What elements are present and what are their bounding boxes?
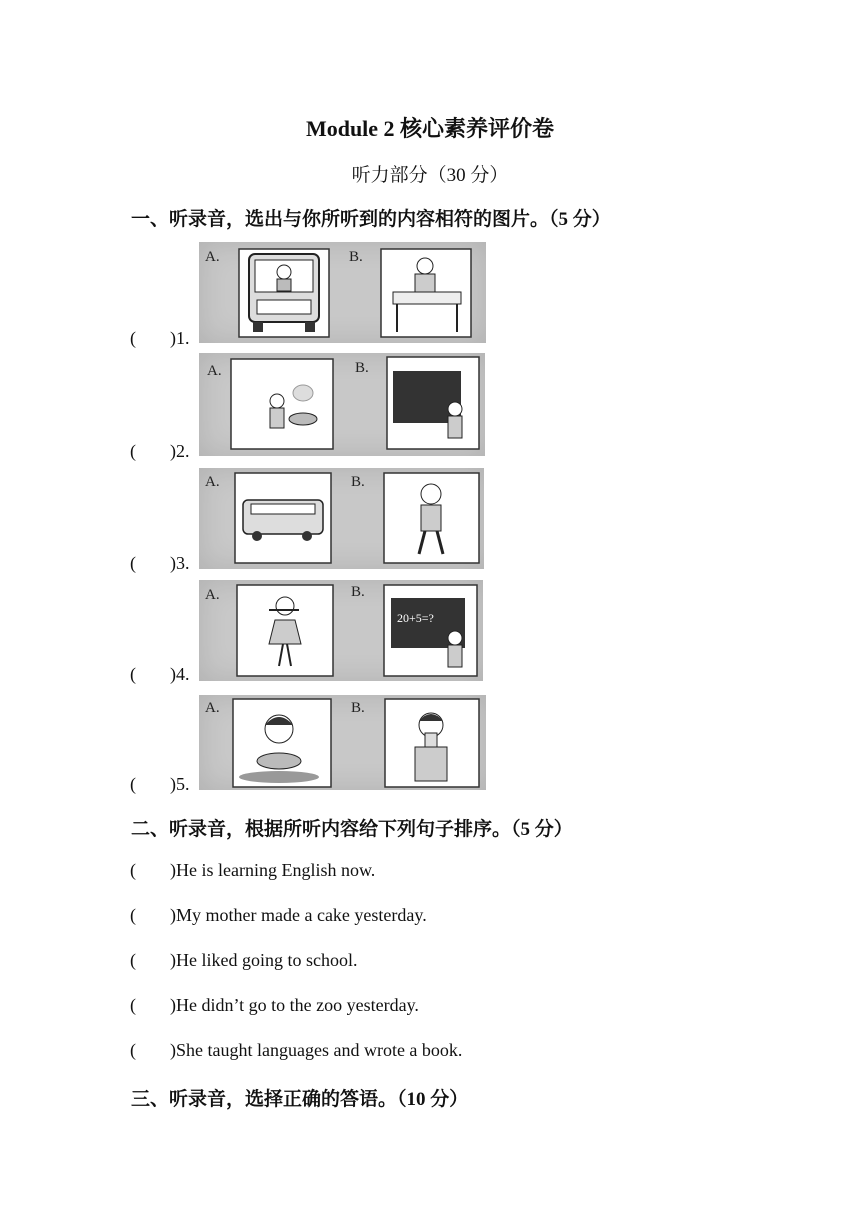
section2-heading: 二、听录音，根据所听内容给下列句子排序。（5 分） [131, 819, 573, 840]
girl-at-blackboard-icon [387, 357, 479, 449]
sentence-item: ( )He liked going to school. [130, 950, 358, 970]
boy-eating-noodles-icon [233, 699, 331, 787]
option-a-label: A. [205, 700, 220, 716]
option-a-label: A. [205, 249, 220, 265]
sentence-item: ( )My mother made a cake yesterday. [130, 905, 427, 925]
svg-text:20+5=?: 20+5=? [397, 611, 434, 625]
question4-number: ( )4. [130, 664, 190, 684]
girl-dancing-icon [237, 585, 333, 676]
question3-number: ( )3. [130, 553, 190, 573]
question2-number: ( )2. [130, 441, 190, 461]
sentence-item: ( )She taught languages and wrote a book. [130, 1040, 463, 1060]
question3-pictures [199, 468, 484, 569]
question1-pictures [199, 242, 486, 343]
boy-drinking-icon [385, 699, 479, 787]
option-b-label: B. [355, 360, 369, 376]
question1-number: ( )1. [130, 328, 190, 348]
page-title: Module 2 核心素养评价卷 [305, 116, 555, 141]
option-b-label: B. [351, 700, 365, 716]
sentence-item: ( )He didn’t go to the zoo yesterday. [130, 995, 419, 1015]
boy-walking-icon [384, 473, 479, 563]
section3-heading: 三、听录音，选择正确的答语。（10 分） [131, 1089, 469, 1110]
sentence-item: ( )He is learning English now. [130, 860, 376, 880]
question4-pictures [199, 580, 483, 681]
option-a-label: A. [205, 474, 220, 490]
school-bus-icon [235, 473, 331, 563]
option-a-label: A. [207, 363, 222, 379]
option-b-label: B. [349, 249, 363, 265]
option-b-label: B. [351, 584, 365, 600]
section-subtitle: 听力部分（30 分） [351, 165, 509, 186]
question5-number: ( )5. [130, 774, 190, 794]
bus-driver-icon [239, 249, 329, 337]
section1-heading: 一、听录音，选出与你所听到的内容相符的图片。（5 分） [131, 209, 611, 230]
option-b-label: B. [351, 474, 365, 490]
question5-pictures [199, 695, 486, 790]
boy-writing-at-desk-icon [381, 249, 471, 337]
question2-pictures [199, 353, 485, 456]
teacher-math-board-icon [384, 585, 477, 676]
girl-cooking-icon [231, 359, 333, 449]
option-a-label: A. [205, 587, 220, 603]
